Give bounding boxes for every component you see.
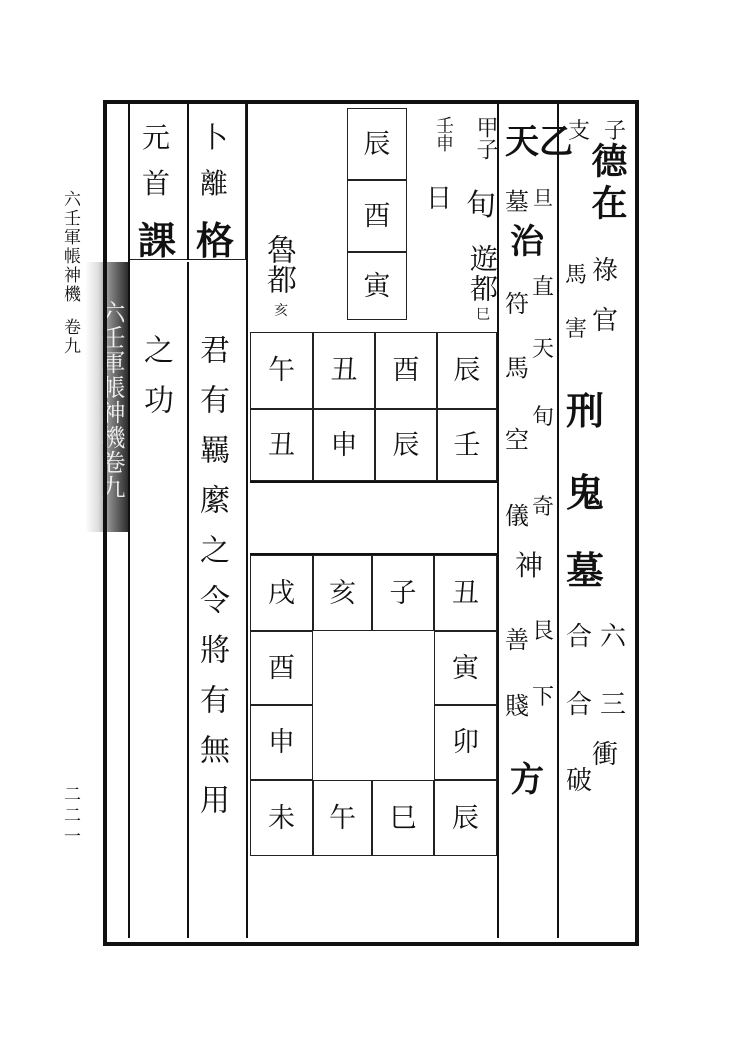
commentary-main: 君有羈縻之令將有無用 bbox=[194, 334, 229, 834]
tianyi-tian: 天 bbox=[532, 337, 555, 362]
header-gui: 鬼 bbox=[566, 470, 605, 515]
tianyi-qi: 奇 bbox=[532, 495, 555, 520]
header-de-zai: 德在 bbox=[586, 142, 628, 226]
ke-cell: 丑 bbox=[313, 332, 375, 409]
header-san: 三 bbox=[600, 690, 627, 720]
pan-cell: 子 bbox=[372, 555, 434, 631]
jiazi-si: 巳 bbox=[476, 307, 490, 323]
chuan-cell: 辰 bbox=[347, 108, 407, 180]
header-xing: 刑 bbox=[566, 388, 605, 433]
bu-char: 卜 bbox=[200, 121, 229, 154]
pan-cell: 午 bbox=[313, 780, 372, 856]
tianyi-fang: 方 bbox=[510, 760, 544, 800]
tianyi-shan: 善 bbox=[505, 626, 529, 654]
ke-cell: 午 bbox=[250, 332, 313, 409]
tianyi-yi: 儀 bbox=[505, 502, 529, 530]
header-zi: 子 bbox=[604, 119, 627, 144]
tianyi-shen: 神 bbox=[515, 549, 544, 582]
folio-number: 二二一 bbox=[60, 785, 80, 848]
pan-cell: 丑 bbox=[434, 555, 497, 631]
header-zhi: 支 bbox=[568, 119, 591, 144]
tianyi-xun: 旬 bbox=[532, 405, 555, 430]
pan-cell: 申 bbox=[250, 705, 313, 780]
commentary-tail: 之功 bbox=[138, 334, 173, 434]
ke-cell: 辰 bbox=[437, 332, 497, 409]
header-hai: 害 bbox=[565, 317, 588, 342]
header-liu: 六 bbox=[600, 622, 627, 652]
ke-cell: 酉 bbox=[375, 332, 437, 409]
ke-cell: 壬 bbox=[437, 409, 497, 481]
header-chong: 衝 bbox=[592, 740, 619, 770]
ke-cell: 申 bbox=[313, 409, 375, 481]
running-title: 六壬軍帳神機 bbox=[60, 190, 80, 304]
spine-text: 六壬軍帳神機卷九 bbox=[97, 300, 125, 500]
ludu-label: 魯都 bbox=[261, 234, 296, 294]
pan-cell: 酉 bbox=[250, 631, 313, 705]
chuan-cell: 寅 bbox=[347, 252, 407, 320]
ludu-hai: 亥 bbox=[274, 303, 288, 319]
tianyi-mu: 墓 bbox=[505, 188, 529, 216]
rule bbox=[187, 262, 189, 938]
jiazi-xun: 旬 bbox=[466, 188, 496, 223]
tianyi-gen: 艮 bbox=[532, 619, 555, 644]
renshen-label: 壬申 bbox=[433, 116, 454, 152]
pan-cell: 巳 bbox=[372, 780, 434, 856]
rule bbox=[128, 104, 130, 938]
ke-char: 課 bbox=[138, 218, 177, 263]
tianyi-fu: 符 bbox=[505, 290, 529, 318]
pan-cell: 未 bbox=[250, 780, 313, 856]
ke-cell: 丑 bbox=[250, 409, 313, 481]
rule bbox=[250, 481, 497, 483]
li-char: 離 bbox=[200, 167, 229, 200]
header-he: 合 bbox=[566, 622, 593, 652]
pan-cell: 卯 bbox=[434, 705, 497, 780]
jiazi-youdu: 遊都 bbox=[466, 244, 499, 304]
rule bbox=[187, 104, 189, 260]
yuan-char: 元 bbox=[142, 121, 171, 154]
rule bbox=[557, 104, 559, 938]
tianyi-ma: 馬 bbox=[505, 354, 529, 382]
ge-char: 格 bbox=[196, 218, 235, 263]
header-ma: 馬 bbox=[565, 263, 588, 288]
ke-cell: 辰 bbox=[375, 409, 437, 481]
rule bbox=[497, 104, 499, 938]
renshen-ri: 日 bbox=[426, 184, 453, 214]
pan-cell: 辰 bbox=[434, 780, 497, 856]
tianyi-zhi2: 直 bbox=[532, 275, 555, 300]
pan-cell: 亥 bbox=[313, 555, 372, 631]
jiazi-label: 甲子 bbox=[473, 116, 498, 160]
tianyi-title: 天乙 bbox=[505, 122, 573, 162]
header-mu: 墓 bbox=[566, 548, 605, 593]
volume-label: 卷九 bbox=[60, 318, 80, 356]
header-guan: 官 bbox=[592, 306, 619, 336]
tianyi-kong: 空 bbox=[505, 426, 529, 454]
rule bbox=[246, 104, 248, 938]
tianyi-dan: 旦 bbox=[533, 186, 553, 210]
tianyi-xia: 下 bbox=[532, 685, 555, 710]
header-po: 破 bbox=[566, 766, 593, 796]
tianyi-zhi: 治 bbox=[510, 222, 544, 262]
shou-char: 首 bbox=[142, 167, 171, 200]
header-lu: 祿 bbox=[592, 256, 619, 286]
pan-cell: 寅 bbox=[434, 631, 497, 705]
header-he2: 合 bbox=[566, 690, 593, 720]
tianyi-jian: 賤 bbox=[505, 692, 529, 720]
chuan-cell: 酉 bbox=[347, 180, 407, 252]
pan-cell: 戌 bbox=[250, 555, 313, 631]
